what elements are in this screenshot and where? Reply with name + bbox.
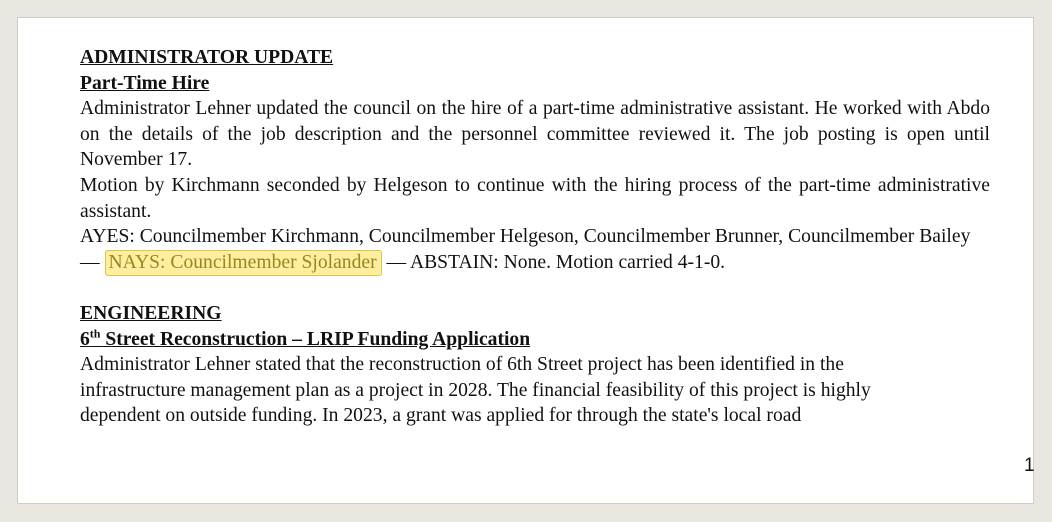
subheading-number: 6 bbox=[80, 328, 90, 350]
vote-result: — ABSTAIN: None. Motion carried 4-1-0. bbox=[386, 251, 726, 273]
highlighted-nays[interactable]: NAYS: Councilmember Sjolander bbox=[105, 250, 382, 276]
section-heading-administrator-update: ADMINISTRATOR UPDATE bbox=[80, 47, 334, 68]
section-heading-engineering: ENGINEERING bbox=[80, 302, 222, 324]
page-number: 1 bbox=[1024, 455, 1035, 476]
paragraph-motion: Motion by Kirchmann seconded by Helgeson to continue with the hiring process of the part-time administrative assistant. bbox=[80, 174, 990, 222]
section-gap bbox=[80, 275, 990, 301]
subheading-ordinal: th bbox=[89, 326, 101, 340]
vote-ayes: AYES: Councilmember Kirchmann, Councilmember Helgeson, Councilmember Brunner, Councilmember Bailey — bbox=[80, 226, 971, 273]
paragraph-engineering-line-1: Administrator Lehner stated that the reconstruction of 6th Street project has been identified in the bbox=[80, 354, 844, 376]
document-content bbox=[80, 45, 990, 429]
subheading-title: Street Reconstruction – LRIP Funding Application bbox=[100, 328, 531, 350]
subheading-6th-street bbox=[80, 327, 990, 353]
paragraph-vote bbox=[80, 224, 990, 275]
paragraph-engineering-line-3: dependent on outside funding. In 2023, a grant was applied for through the state's local road bbox=[80, 405, 802, 427]
document-page bbox=[17, 17, 1034, 504]
paragraph-engineering-line-2: infrastructure management plan as a project in 2028. The financial feasibility of this project is highly bbox=[80, 379, 871, 401]
subheading-part-time-hire: Part-Time Hire bbox=[80, 72, 210, 94]
paragraph-hire-update: Administrator Lehner updated the council on the hire of a part-time administrative assistant. He worked with Abdo on the details of the job description and the personnel committee reviewed it. The job posting is open until November 17. bbox=[80, 98, 990, 171]
